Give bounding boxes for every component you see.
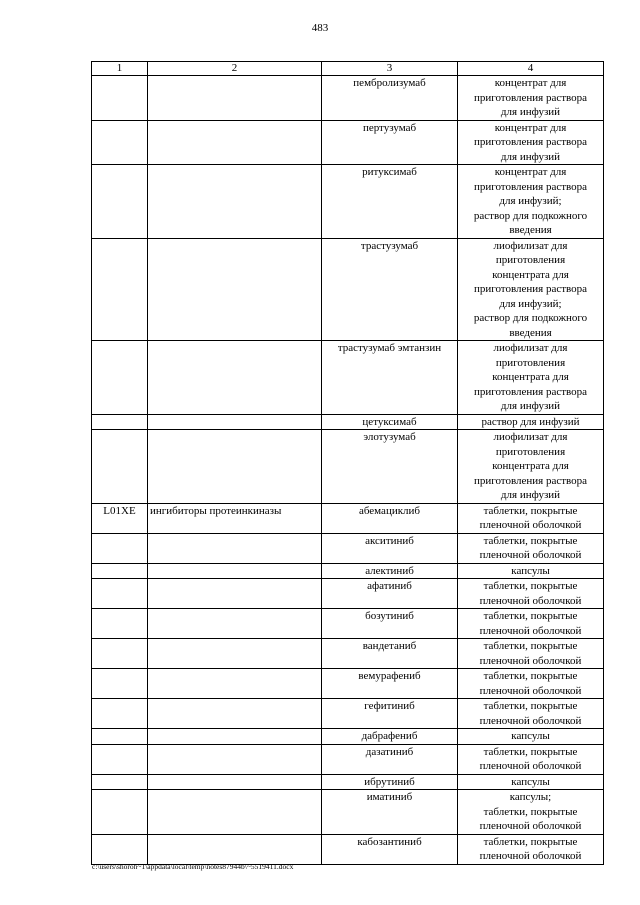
drug-name-cell: цетуксимаб [322,414,458,430]
drug-name-cell: афатиниб [322,579,458,609]
group-name-cell [148,76,322,121]
drug-name-cell: ибрутиниб [322,774,458,790]
atc-code-cell: L01XE [92,503,148,533]
group-name-cell [148,639,322,669]
drug-name-cell: элотузумаб [322,430,458,504]
atc-code-cell [92,563,148,579]
dosage-form-cell: капсулы [458,729,604,745]
dosage-form-cell: таблетки, покрытые пленочной оболочкой [458,639,604,669]
table-row [92,579,604,609]
group-name-cell [148,609,322,639]
table-row [92,744,604,774]
dosage-form-cell: капсулы [458,563,604,579]
atc-code-cell [92,579,148,609]
group-name-cell [148,744,322,774]
drug-table [91,61,604,865]
atc-code-cell [92,414,148,430]
table-row [92,834,604,864]
table-row [92,120,604,165]
drug-name-cell: ритуксимаб [322,165,458,239]
atc-code-cell [92,165,148,239]
page-number: 483 [311,22,329,34]
dosage-form-cell: таблетки, покрытые пленочной оболочкой [458,834,604,864]
drug-name-cell: вандетаниб [322,639,458,669]
atc-code-cell [92,729,148,745]
group-name-cell [148,414,322,430]
dosage-form-cell: таблетки, покрытые пленочной оболочкой [458,533,604,563]
group-name-cell [148,430,322,504]
atc-code-cell [92,533,148,563]
group-name-cell [148,699,322,729]
group-name-cell [148,120,322,165]
atc-code-cell [92,430,148,504]
drug-name-cell: абемациклиб [322,503,458,533]
dosage-form-cell: концентрат для приготовления раствора для инфузий; раствор для подкожного введения [458,165,604,239]
drug-name-cell: бозутиниб [322,609,458,639]
drug-name-cell: кабозантиниб [322,834,458,864]
dosage-form-cell: таблетки, покрытые пленочной оболочкой [458,609,604,639]
footer-file-path: c:\users\shoroh~1\appdata\local\temp\notes87944b\~5519411.docx [92,862,294,871]
drug-name-cell: гефитиниб [322,699,458,729]
atc-code-cell [92,238,148,341]
table-row [92,729,604,745]
drug-name-cell: трастузумаб [322,238,458,341]
column-header: 1 [92,62,148,76]
table-row [92,669,604,699]
dosage-form-cell: концентрат для приготовления раствора для инфузий [458,76,604,121]
drug-name-cell: алектиниб [322,563,458,579]
drug-name-cell: пембролизумаб [322,76,458,121]
group-name-cell [148,341,322,415]
group-name-cell [148,729,322,745]
group-name-cell [148,579,322,609]
atc-code-cell [92,774,148,790]
table-row [92,341,604,415]
drug-name-cell: акситиниб [322,533,458,563]
table-row [92,238,604,341]
dosage-form-cell: капсулы; таблетки, покрытые пленочной оболочкой [458,790,604,835]
dosage-form-cell: лиофилизат для приготовления концентрата для приготовления раствора для инфузий [458,430,604,504]
table-row [92,639,604,669]
dosage-form-cell: раствор для инфузий [458,414,604,430]
atc-code-cell [92,790,148,835]
group-name-cell [148,563,322,579]
group-name-cell [148,533,322,563]
table-row [92,503,604,533]
group-name-cell [148,165,322,239]
column-header: 3 [322,62,458,76]
table-row [92,533,604,563]
table-row [92,563,604,579]
atc-code-cell [92,669,148,699]
atc-code-cell [92,341,148,415]
atc-code-cell [92,609,148,639]
dosage-form-cell: капсулы [458,774,604,790]
drug-name-cell: иматиниб [322,790,458,835]
group-name-cell [148,834,322,864]
dosage-form-cell: таблетки, покрытые пленочной оболочкой [458,699,604,729]
atc-code-cell [92,699,148,729]
atc-code-cell [92,76,148,121]
drug-name-cell: трастузумаб эмтанзин [322,341,458,415]
dosage-form-cell: таблетки, покрытые пленочной оболочкой [458,503,604,533]
group-name-cell [148,790,322,835]
table-row [92,165,604,239]
dosage-form-cell: таблетки, покрытые пленочной оболочкой [458,744,604,774]
table-row [92,790,604,835]
table-row [92,609,604,639]
drug-name-cell: дазатиниб [322,744,458,774]
column-header: 4 [458,62,604,76]
table-row [92,76,604,121]
table-row [92,774,604,790]
table-row [92,430,604,504]
group-name-cell [148,238,322,341]
dosage-form-cell: концентрат для приготовления раствора для инфузий [458,120,604,165]
dosage-form-cell: лиофилизат для приготовления концентрата для приготовления раствора для инфузий [458,341,604,415]
atc-code-cell [92,834,148,864]
dosage-form-cell: таблетки, покрытые пленочной оболочкой [458,579,604,609]
column-header: 2 [148,62,322,76]
atc-code-cell [92,744,148,774]
table-row [92,699,604,729]
table-body [92,76,604,865]
dosage-form-cell: лиофилизат для приготовления концентрата для приготовления раствора для инфузий; раствор для подкожного введения [458,238,604,341]
group-name-cell [148,669,322,699]
table-header-row [92,62,604,76]
table-row [92,414,604,430]
atc-code-cell [92,639,148,669]
drug-name-cell: вемурафениб [322,669,458,699]
dosage-form-cell: таблетки, покрытые пленочной оболочкой [458,669,604,699]
atc-code-cell [92,120,148,165]
group-name-cell: ингибиторы протеинкиназы [148,503,322,533]
group-name-cell [148,774,322,790]
drug-name-cell: пертузумаб [322,120,458,165]
drug-name-cell: дабрафениб [322,729,458,745]
